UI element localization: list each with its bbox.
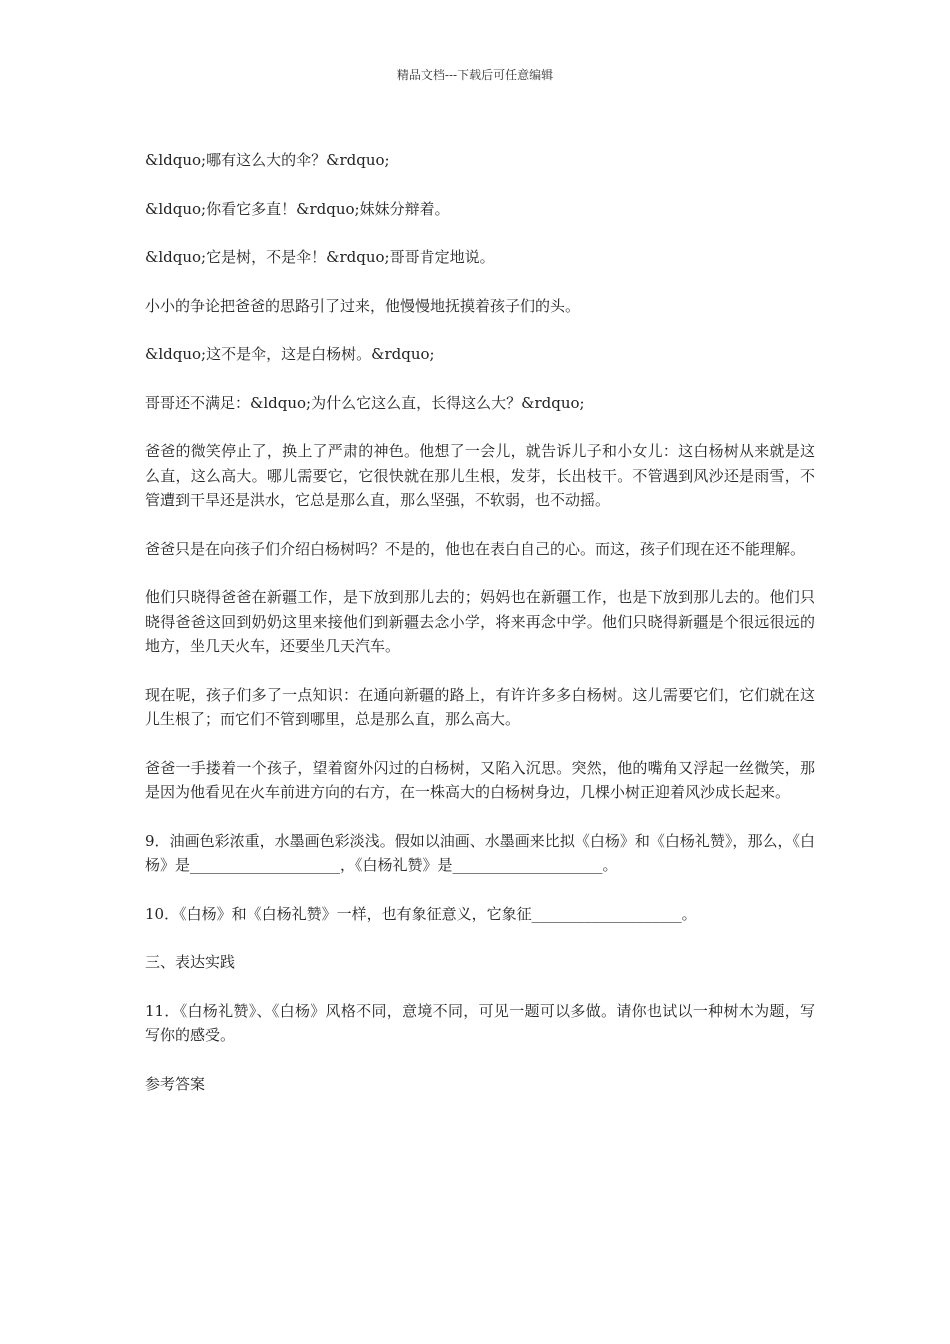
paragraph: 爸爸只是在向孩子们介绍白杨树吗？不是的，他也在表白自己的心。而这，孩子们现在还不能理解。 <box>145 539 806 558</box>
paragraph: 现在呢，孩子们多了一点知识：在通向新疆的路上，有许许多多白杨树。这儿需要它们，它们就在这儿生根了；而它们不管到哪里，总是那么直，那么高大。 <box>145 685 815 728</box>
paragraph: &ldquo;它是树，不是伞！&rdquo;哥哥肯定地说。 <box>145 248 495 266</box>
paragraph: 哥哥还不满足：&ldquo;为什么它这么直，长得这么大？&rdquo; <box>145 393 585 412</box>
question-11: 11．《白杨礼赞》、《白杨》风格不同，意境不同，可见一题可以多做。请你也试以一种树木为题，写写你的感受。 <box>145 1001 815 1044</box>
paragraph: 小小的争论把爸爸的思路引了过来，他慢慢地抚摸着孩子们的头。 <box>145 296 581 315</box>
section-heading: 三、表达实践 <box>145 953 236 971</box>
paragraph: &ldquo;你看它多直！&rdquo;妹妹分辩着。 <box>145 199 450 218</box>
answer-heading: 参考答案 <box>145 1074 206 1093</box>
paragraph: 爸爸一手搂着一个孩子，望着窗外闪过的白杨树，又陷入沉思。突然，他的嘴角又浮起一丝微笑，那是因为他看见在火车前进方向的右方，在一株高大的白杨树身边，几棵小树正迎着风沙成长起来。 <box>145 758 815 801</box>
paragraph: &ldquo;这不是伞，这是白杨树。&rdquo; <box>145 345 435 363</box>
document-body <box>145 148 815 1120</box>
paragraph: 爸爸的微笑停止了，换上了严肃的神色。他想了一会儿，就告诉儿子和小女儿：这白杨树从来就是这么直，这么高大。哪儿需要它，它很快就在那儿生根，发芽，长出枝干。不管遇到风沙还是雨雪，不管遭到干旱还是洪水，它总是那么直，那么坚强，不软弱，也不动摇。 <box>145 442 815 509</box>
page-header: 精品文档---下载后可任意编辑 <box>396 68 554 82</box>
paragraph: &ldquo;哪有这么大的伞？&rdquo; <box>145 151 390 169</box>
question-10: 10．《白杨》和《白杨礼赞》一样，也有象征意义，它象征____________________。 <box>145 904 697 923</box>
question-9: 9．油画色彩浓重，水墨画色彩淡浅。假如以油画、水墨画来比拟《白杨》和《白杨礼赞》，那么，《白杨》是____________________，《白杨礼赞》是____________________。 <box>145 831 815 874</box>
paragraph: 他们只晓得爸爸在新疆工作，是下放到那儿去的；妈妈也在新疆工作，也是下放到那儿去的。他们只晓得爸爸这回到奶奶这里来接他们到新疆去念小学，将来再念中学。他们只晓得新疆是个很远很远的地方，坐几天火车，还要坐几天汽车。 <box>145 588 815 655</box>
